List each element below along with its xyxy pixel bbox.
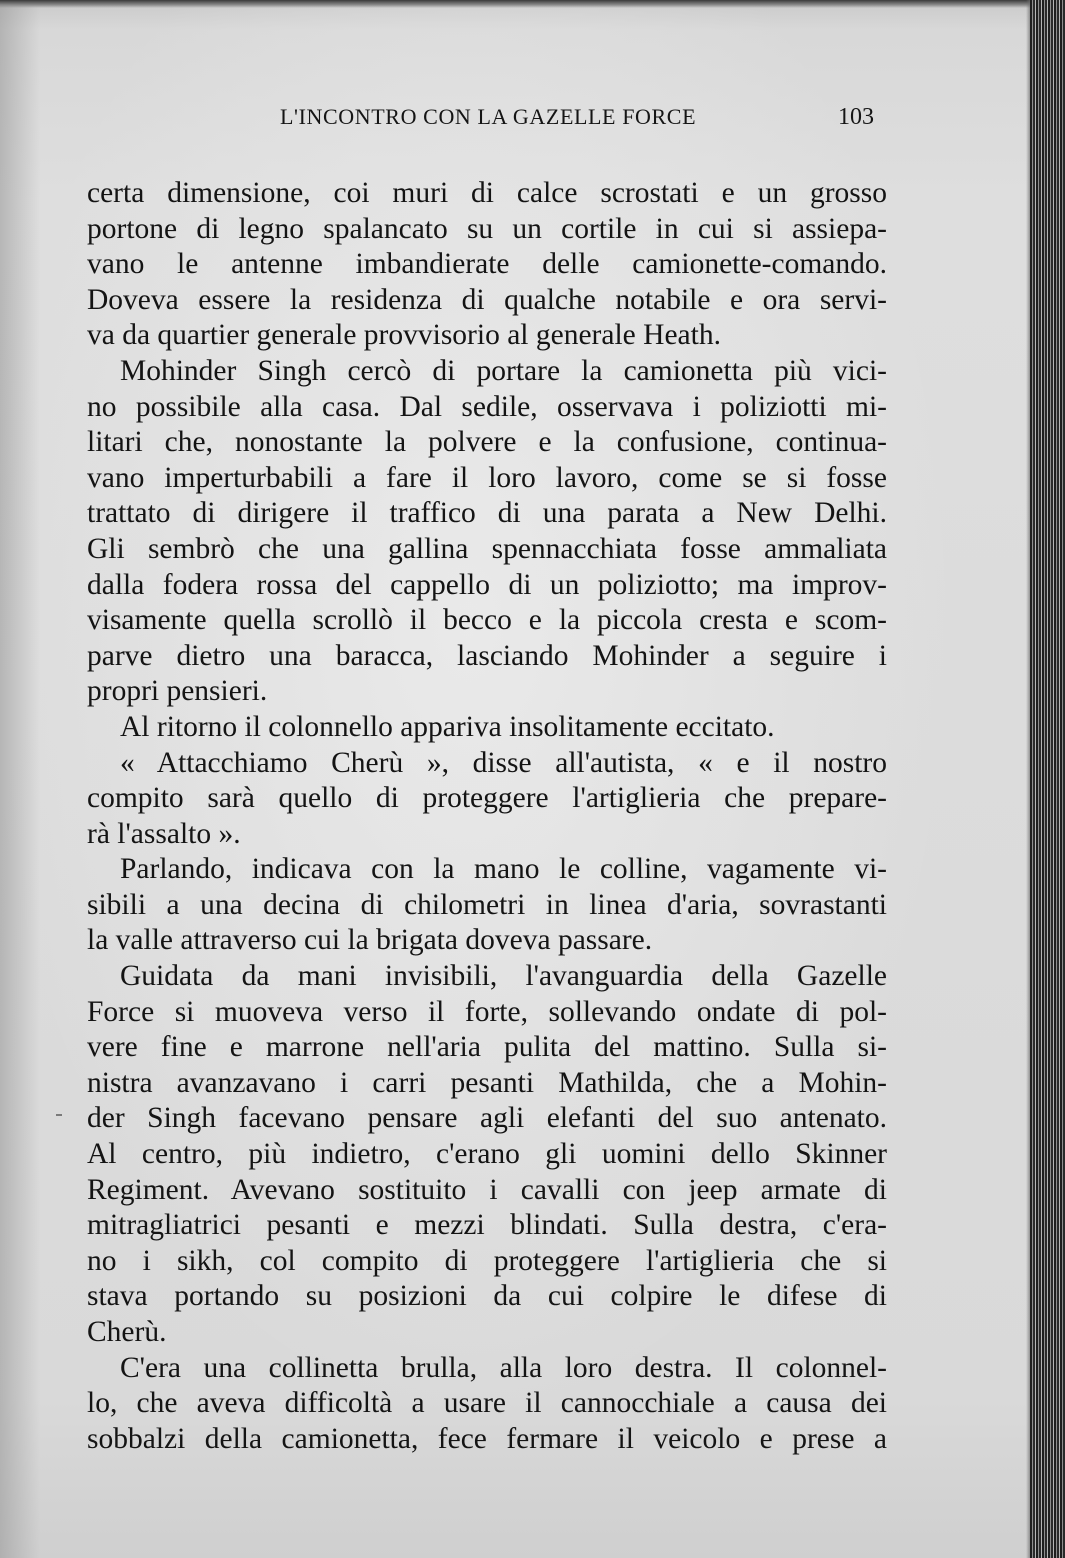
text-line: lo, che aveva difficoltà a usare il cannocchiale a causa dei (87, 1387, 887, 1420)
text-line: propri pensieri. (87, 675, 268, 708)
text-line: vano le antenne imbandierate delle camionette-comando. (87, 248, 887, 281)
text-line: la valle attraverso cui la brigata doveva passare. (87, 924, 653, 957)
page-top-edge (0, 0, 1040, 8)
text-line: Al centro, più indietro, c'erano gli uomini dello Skinner (87, 1138, 887, 1171)
text-line: vere fine e marrone nell'aria pulita del mattino. Sulla si- (87, 1031, 887, 1064)
text-line: rà l'assalto ». (87, 817, 241, 850)
text-line: dalla fodera rossa del cappello di un poliziotto; ma improv- (87, 568, 887, 601)
text-line: Parlando, indicava con la mano le colline, vagamente vi- (120, 853, 887, 886)
text-line: C'era una collinetta brulla, alla loro destra. Il colonnel- (120, 1351, 887, 1384)
running-head (0, 104, 1040, 138)
text-line: « Attacchiamo Cherù », disse all'autista, « e il nostro (120, 746, 887, 779)
text-line: visamente quella scrollò il becco e la piccola cresta e scom- (87, 604, 887, 637)
text-line: Cherù. (87, 1316, 167, 1348)
page-number: 103 (838, 104, 874, 130)
text-line: vano imperturbabili a fare il loro lavoro, come se si fosse (87, 461, 887, 494)
text-line: Doveva essere la residenza di qualche notabile e ora servi- (87, 283, 887, 316)
text-line: certa dimensione, coi muri di calce scrostati e un grosso (87, 177, 887, 209)
margin-mark (56, 1114, 62, 1116)
text-line: trattato di dirigere il traffico di una parata a New Delhi. (87, 497, 887, 530)
text-line: mitragliatrici pesanti e mezzi blindati. Sulla destra, c'era- (87, 1209, 887, 1242)
text-line: portone di legno spalancato su un cortile in cui si assiepa- (87, 212, 887, 245)
text-line: compito sarà quello di proteggere l'artiglieria che prepare- (87, 782, 887, 815)
text-line: stava portando su posizioni da cui colpire le difese di (87, 1280, 887, 1313)
body-text (87, 176, 887, 1457)
text-line: Force si muoveva verso il forte, sollevando ondate di pol- (87, 995, 887, 1028)
text-line: no possibile alla casa. Dal sedile, osservava i poliziotti mi- (87, 390, 887, 423)
text-line: der Singh facevano pensare agli elefanti del suo antenato. (87, 1102, 887, 1135)
text-line: litari che, nonostante la polvere e la confusione, continua- (87, 426, 887, 459)
text-line: no i sikh, col compito di proteggere l'artiglieria che si (87, 1244, 887, 1277)
text-line: va da quartier generale provvisorio al generale Heath. (87, 319, 721, 352)
text-line: sobbalzi della camionetta, fece fermare il veicolo e prese a (87, 1422, 887, 1455)
page-gutter-shadow (0, 0, 40, 1558)
text-line: Gli sembrò che una gallina spennacchiata fosse ammaliata (87, 532, 887, 565)
text-line: sibili a una decina di chilometri in linea d'aria, sovrastanti (87, 888, 887, 921)
text-line: nistra avanzavano i carri pesanti Mathilda, che a Mohin- (87, 1066, 887, 1099)
text-line: Al ritorno il colonnello appariva insolitamente eccitato. (120, 710, 775, 743)
book-page-edges (1030, 0, 1065, 1558)
running-title: L'INCONTRO CON LA GAZELLE FORCE (280, 104, 697, 129)
text-line: Regiment. Avevano sostituito i cavalli con jeep armate di (87, 1173, 887, 1206)
text-line: parve dietro una baracca, lasciando Mohinder a seguire i (87, 639, 887, 672)
text-line: Guidata da mani invisibili, l'avanguardia della Gazelle (120, 960, 887, 993)
text-line: Mohinder Singh cercò di portare la camionetta più vici- (120, 354, 887, 387)
